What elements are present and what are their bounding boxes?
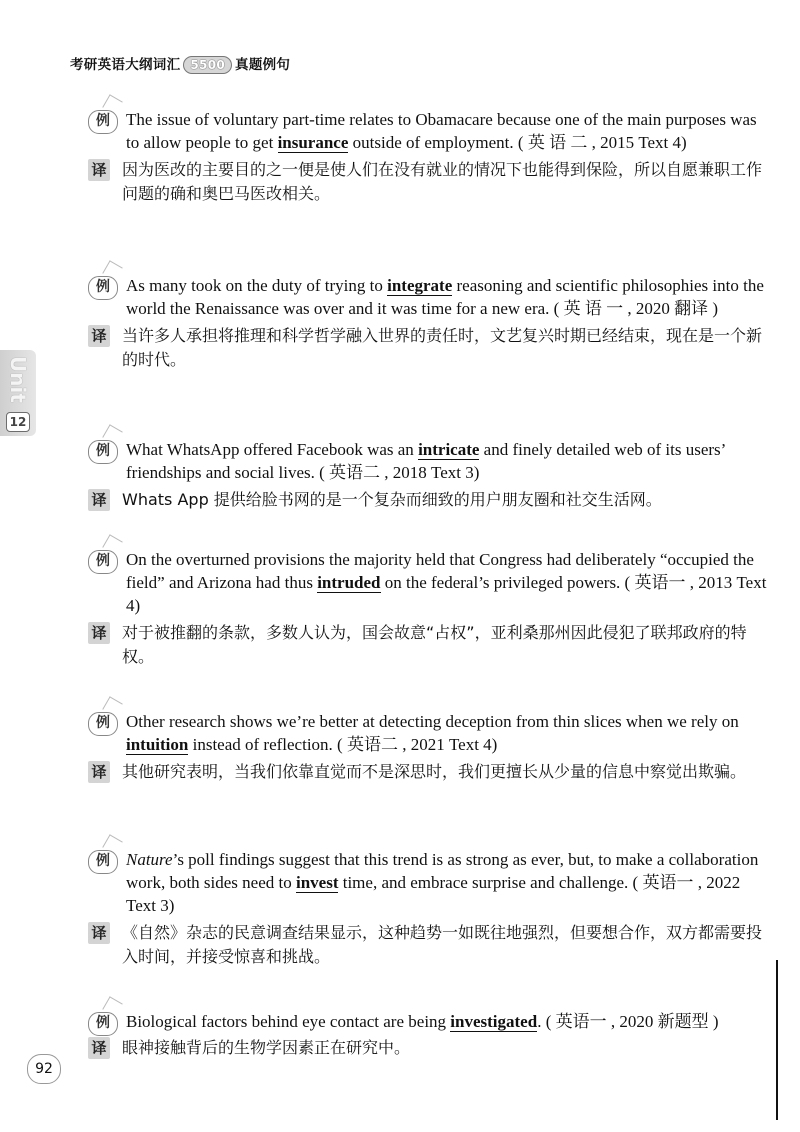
translation-icon: 译	[88, 922, 110, 944]
keyword: intricate	[418, 440, 480, 459]
example-sentence: Nature’s poll findings suggest that this trend is as strong as ever, but, to make a collaboration work, both sides need to invest time, and embrace surprise and challenge. ( 英语一 , 2022 Text 3)	[126, 850, 759, 915]
example-sentence: The issue of voluntary part-time relates to Obamacare because one of the main purposes was to allow people to get insurance outside of employment. ( 英 语 二 , 2015 Text 4)	[126, 110, 757, 152]
margin-rule	[776, 960, 778, 1120]
translation-text: 眼神接触背后的生物学因素正在研究中。	[122, 1038, 411, 1057]
italic-title: Nature	[126, 850, 173, 869]
header-title-pre: 考研英语大纲词汇	[70, 57, 181, 73]
example-block	[88, 438, 768, 512]
header-number-badge: 5500	[183, 56, 232, 74]
keyword: investigated	[450, 1012, 538, 1031]
translation-icon: 译	[88, 159, 110, 181]
translation-icon: 译	[88, 1037, 110, 1059]
translation-icon: 译	[88, 761, 110, 783]
keyword: intuition	[126, 735, 189, 754]
keyword: invest	[295, 873, 339, 892]
example-sentence: Other research shows we’re better at detecting deception from thin slices when we rely on intuition instead of reflection. ( 英语二 , 2021 Text 4)	[126, 712, 739, 754]
translation-text: 当许多人承担将推理和科学哲学融入世界的责任时，文艺复兴时期已经结束，现在是一个新的时代。	[122, 326, 763, 369]
example-icon: 例	[88, 110, 118, 134]
example-sentence: Biological factors behind eye contact are being investigated. ( 英语一 , 2020 新题型 )	[126, 1012, 719, 1031]
example-icon: 例	[88, 1012, 118, 1036]
example-icon: 例	[88, 440, 118, 464]
example-sentence: As many took on the duty of trying to integrate reasoning and scientific philosophies into the world the Renaissance was over and it was time for a new era. ( 英 语 一 , 2020 翻译 )	[126, 276, 764, 318]
keyword: insurance	[277, 133, 349, 152]
example-block	[88, 848, 768, 969]
example-block	[88, 1010, 768, 1060]
unit-label: Unit	[6, 356, 30, 403]
example-block	[88, 548, 768, 669]
page-number: 92	[27, 1054, 61, 1084]
translation-icon: 译	[88, 489, 110, 511]
example-icon: 例	[88, 850, 118, 874]
keyword: integrate	[387, 276, 453, 295]
example-block	[88, 108, 768, 206]
keyword: intruded	[317, 573, 381, 592]
translation-text: 因为医改的主要目的之一便是使人们在没有就业的情况下也能得到保险，所以自愿兼职工作问题的确和奥巴马医改相关。	[122, 160, 763, 203]
translation-icon: 译	[88, 622, 110, 644]
translation-icon: 译	[88, 325, 110, 347]
example-icon: 例	[88, 550, 118, 574]
translation-text: 其他研究表明，当我们依靠直觉而不是深思时，我们更擅长从少量的信息中察觉出欺骗。	[122, 762, 747, 781]
running-header	[70, 53, 290, 74]
example-block	[88, 274, 768, 372]
translation-text: 《自然》杂志的民意调查结果显示，这种趋势一如既往地强烈，但要想合作，双方都需要投入时间，并接受惊喜和挑战。	[122, 923, 763, 966]
example-sentence: On the overturned provisions the majority held that Congress had deliberately “occupied the field” and Arizona had thus intruded on the federal’s privileged powers. ( 英语一 , 2013 Text 4)	[126, 550, 767, 615]
unit-side-tab	[0, 350, 36, 436]
translation-text: 对于被推翻的条款，多数人认为，国会故意“占权”，亚利桑那州因此侵犯了联邦政府的特权。	[122, 623, 747, 666]
example-icon: 例	[88, 712, 118, 736]
unit-number: 12	[6, 412, 30, 432]
translation-text: Whats App 提供给脸书网的是一个复杂而细致的用户朋友圈和社交生活网。	[122, 490, 662, 509]
example-icon: 例	[88, 276, 118, 300]
example-sentence: What WhatsApp offered Facebook was an intricate and finely detailed web of its users’ friendships and social lives. ( 英语二 , 2018 Text 3)	[126, 440, 726, 482]
example-block	[88, 710, 768, 784]
header-title-post: 真题例句	[235, 57, 291, 73]
